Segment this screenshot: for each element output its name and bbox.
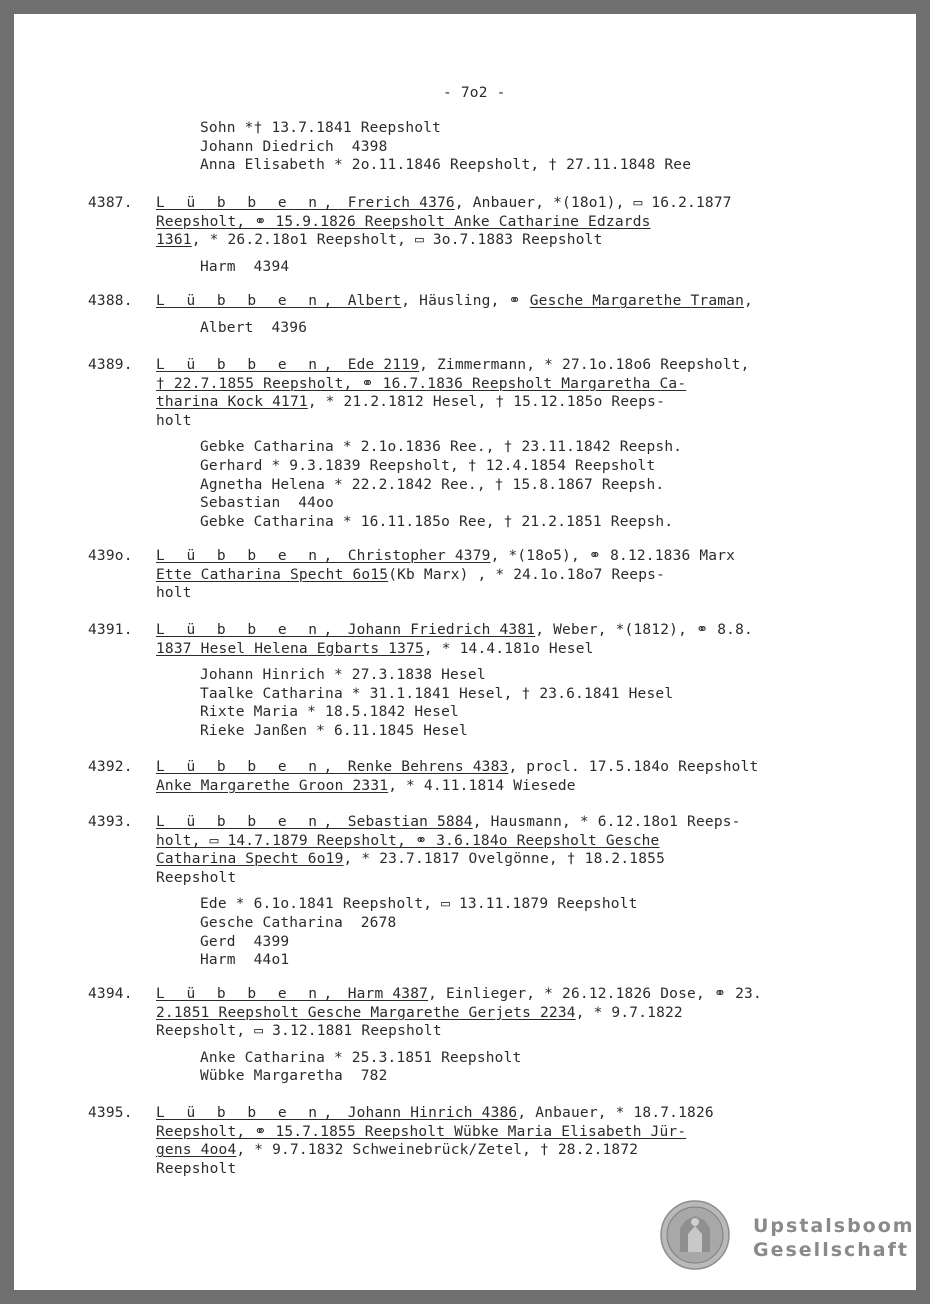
entry-line	[156, 393, 665, 412]
text: (Kb Marx)	[388, 566, 478, 583]
entry-number: 4394.	[88, 986, 133, 1002]
underlined-text: Frerich 4376	[338, 195, 455, 211]
text: , Anbauer, *(18o1), ▭ 16.2.1877	[454, 195, 732, 211]
text: , Einlieger, * 26.12.1826 Dose, ⚭ 23.	[428, 986, 762, 1002]
underlined-text: holt, ▭ 14.7.1879 Reepsholt, ⚭ 3.6.184o Reepsholt Gesche	[156, 832, 660, 849]
entry-line	[156, 621, 753, 640]
text: Reepsholt, ▭ 3.12.1881 Reepsholt	[156, 1023, 442, 1040]
underlined-text: 1361	[156, 232, 192, 249]
entry-line	[156, 194, 732, 213]
entry-line	[156, 640, 594, 659]
logo-line-1: Upstalsboom	[753, 1215, 915, 1237]
underlined-text: 1837 Hesel Helena Egbarts 1375	[156, 640, 424, 657]
entry-line	[156, 1141, 638, 1160]
entry-number: 4391.	[88, 622, 133, 638]
text: , * 4.11.1814 Wiesede	[388, 777, 576, 794]
entry-line	[156, 758, 758, 777]
underlined-text: Anke Margarethe Groon 2331	[156, 777, 389, 794]
entry-line	[156, 292, 753, 311]
entry-line	[156, 547, 735, 566]
child-line: Rixte Maria * 18.5.1842 Hesel	[200, 704, 459, 721]
underlined-text: † 22.7.1855 Reepsholt, ⚭ 16.7.1836 Reepsholt Margaretha Ca-	[156, 375, 687, 392]
surname: L ü b b e n,	[156, 622, 339, 638]
child-line: Gebke Catharina * 2.1o.1836 Ree., † 23.11.1842 Reepsh.	[200, 439, 683, 456]
surname: L ü b b e n,	[156, 357, 339, 373]
underlined-text: tharina Kock 4171	[156, 394, 308, 411]
child-line: Sohn *† 13.7.1841 Reepsholt	[200, 120, 442, 136]
entry-line	[156, 584, 192, 603]
text: , Zimmermann, * 27.1o.18o6 Reepsholt,	[419, 357, 750, 373]
text: holt	[156, 412, 192, 429]
text: , * 24.1o.18o7 Reeps-	[477, 566, 666, 583]
text: Reepsholt	[156, 1160, 237, 1177]
surname: L ü b b e n,	[156, 548, 339, 564]
entry-line	[156, 813, 741, 832]
underlined-text: Johann Friedrich 4381	[338, 622, 536, 638]
text: holt	[156, 585, 192, 602]
underlined-text: Ette Catharina Specht 6o15	[156, 566, 389, 583]
text: , Anbauer, * 18.7.1826	[517, 1105, 714, 1121]
text: , * 9.7.1822	[575, 1004, 683, 1021]
underlined-text: Ede 2119	[338, 357, 420, 373]
entry-line	[156, 1104, 714, 1123]
underlined-text: Catharina Specht 6o19	[156, 851, 344, 868]
text: ,	[744, 293, 753, 309]
child-line: Johann Hinrich * 27.3.1838 Hesel	[200, 667, 486, 684]
entry-number: 4389.	[88, 357, 133, 373]
entry-line	[156, 231, 603, 250]
entry-line	[156, 566, 665, 585]
child-line: Taalke Catharina * 31.1.1841 Hesel, † 23.6.1841 Hesel	[200, 685, 674, 702]
entry-line	[156, 1022, 442, 1041]
entry-line	[156, 850, 665, 869]
underlined-text: Reepsholt, ⚭ 15.9.1826 Reepsholt Anke Catharine Edzards	[156, 213, 651, 230]
entry-line	[156, 832, 660, 851]
logo-text	[753, 1214, 915, 1262]
child-line: Harm 44o1	[200, 952, 290, 969]
underlined-text: Reepsholt, ⚭ 15.7.1855 Reepsholt Wübke Maria Elisabeth Jür-	[156, 1123, 687, 1140]
entry-line	[156, 869, 236, 888]
entry-line	[156, 213, 651, 232]
entry-line	[156, 1123, 686, 1142]
child-line: Albert 4396	[200, 319, 308, 336]
page-number: - 7o2 -	[443, 85, 506, 101]
entry-number: 4393.	[88, 814, 133, 830]
entry-number: 439o.	[88, 548, 133, 564]
underlined-text: Johann Hinrich 4386	[338, 1105, 518, 1121]
entry-number: 4388.	[88, 293, 133, 309]
surname: L ü b b e n,	[156, 814, 339, 830]
text: , Häusling, ⚭	[401, 293, 530, 309]
surname: L ü b b e n,	[156, 1105, 339, 1121]
entry-number: 4392.	[88, 759, 133, 775]
underlined-text: gens 4oo4	[156, 1142, 237, 1159]
seal-icon	[660, 1200, 730, 1270]
text: , * 26.2.18o1 Reepsholt, ▭ 3o.7.1883 Reepsholt	[191, 232, 603, 249]
underlined-text: 2.1851 Reepsholt Gesche Margarethe Gerjets 2234	[156, 1004, 576, 1021]
child-line: Ede * 6.1o.1841 Reepsholt, ▭ 13.11.1879 Reepsholt	[200, 896, 638, 913]
surname: L ü b b e n,	[156, 759, 339, 775]
child-line: Harm 4394	[200, 258, 290, 275]
entry-line	[156, 777, 576, 796]
child-line: Wübke Margaretha 782	[200, 1068, 388, 1085]
logo	[660, 1198, 915, 1278]
entry-line	[156, 356, 750, 375]
entry-number: 4387.	[88, 195, 133, 211]
child-line: Johann Diedrich 4398	[200, 138, 388, 155]
text: , *(18o5), ⚭ 8.12.1836 Marx	[490, 548, 736, 564]
entry-line	[156, 985, 762, 1004]
underlined-text: Harm 4387	[338, 986, 429, 1002]
child-line: Anke Catharina * 25.3.1851 Reepsholt	[200, 1049, 522, 1066]
entry-line	[156, 375, 686, 394]
entry-number: 4395.	[88, 1105, 133, 1121]
text: , * 21.2.1812 Hesel, † 15.12.185o Reeps-	[307, 394, 666, 411]
child-line: Rieke Janßen * 6.11.1845 Hesel	[200, 723, 468, 739]
underlined-text: Albert	[338, 293, 402, 309]
surname: L ü b b e n,	[156, 195, 339, 211]
child-line: Sebastian 44oo	[200, 495, 334, 512]
child-line: Agnetha Helena * 22.2.1842 Ree., † 15.8.1867 Reepsh.	[200, 476, 665, 493]
surname: L ü b b e n,	[156, 986, 339, 1002]
logo-line-2: Gesellschaft	[753, 1239, 909, 1261]
text: , Hausmann, * 6.12.18o1 Reeps-	[472, 814, 741, 830]
underlined-text: Sebastian 5884	[338, 814, 473, 830]
underlined-text: Gesche Margarethe Traman	[529, 293, 745, 309]
entry-line	[156, 412, 192, 431]
underlined-text: Christopher 4379	[338, 548, 491, 564]
surname: L ü b b e n,	[156, 293, 339, 309]
text: , * 9.7.1832 Schweinebrück/Zetel, † 28.2.1872	[236, 1142, 639, 1159]
text: , * 14.4.181o Hesel	[423, 640, 594, 657]
child-line: Gerd 4399	[200, 933, 290, 950]
child-line: Gesche Catharina 2678	[200, 915, 397, 931]
child-line: Gebke Catharina * 16.11.185o Ree, † 21.2.1851 Reepsh.	[200, 513, 674, 530]
child-line: Gerhard * 9.3.1839 Reepsholt, † 12.4.1854 Reepsholt	[200, 458, 656, 474]
text: , * 23.7.1817 Ovelgönne, † 18.2.1855	[343, 851, 666, 868]
entry-line	[156, 1004, 683, 1023]
underlined-text: Renke Behrens 4383	[338, 759, 509, 775]
text: , Weber, *(1812), ⚭ 8.8.	[535, 622, 753, 638]
child-line: Anna Elisabeth * 2o.11.1846 Reepsholt, † 27.11.1848 Ree	[200, 157, 692, 174]
text: , procl. 17.5.184o Reepsholt	[508, 759, 759, 775]
entry-line	[156, 1160, 236, 1179]
text: Reepsholt	[156, 869, 237, 886]
